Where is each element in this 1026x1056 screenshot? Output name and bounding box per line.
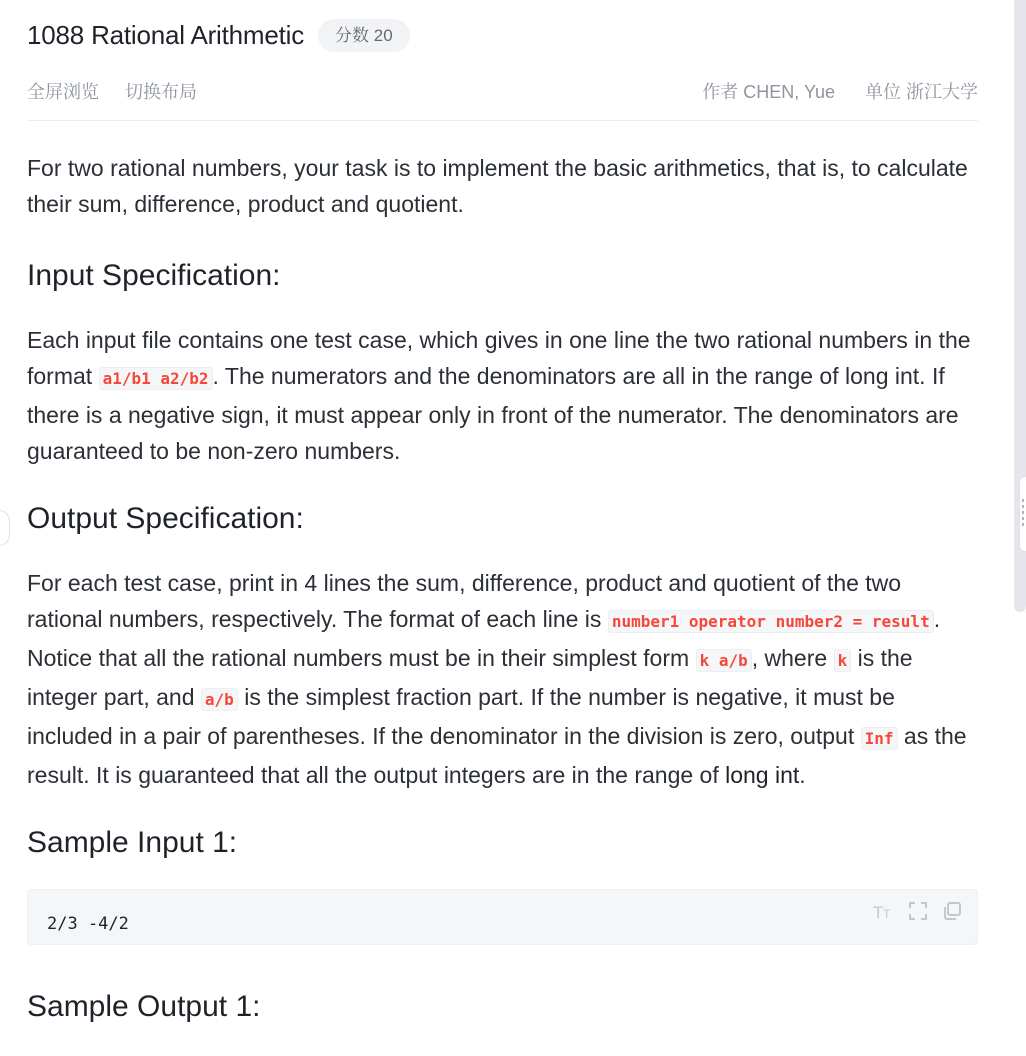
output-text-5: is the simplest fraction part. If the number is negative, it must be included in a pair of parentheses. If the denominator in the division is zero, output [27,684,895,749]
long-int-text: long int [725,762,800,788]
unit-label: 单位 浙江大学 [864,82,978,102]
sample-input-code: 2/3 -4/2 [47,914,129,934]
output-text-4: is the integer part, and [27,645,913,710]
author-label: 作者 CHEN, Yue [702,82,835,102]
input-spec-paragraph [27,322,978,469]
sample-output-heading: Sample Output 1: [27,990,261,1023]
switch-layout-link[interactable]: 切换布局 [125,82,197,102]
sample-input-block [27,889,978,945]
meta-row [27,76,978,121]
input-text-2: . The numerators and the denominators are all in the range of long int. If there is a negative sign, it must appear only in front of the numerator. The denominators are guaranteed to be non-zero numbers. [27,363,959,464]
output-text-6: as the result. It is guaranteed that all the output integers are in the range of [27,723,967,788]
sample-input-heading: Sample Input 1: [27,826,238,859]
input-text-1: Each input file contains one test case, which gives in one line the two rational numbers in the format [27,327,971,389]
svg-text:T: T [883,907,891,921]
fullscreen-icon[interactable] [907,900,929,922]
problem-content [27,150,978,1027]
output-text-8: . [799,762,806,788]
fraction-part-code: a/b [201,688,238,711]
drag-dots-icon [1022,499,1024,529]
inf-code: Inf [861,727,898,750]
code-toolbar [873,900,963,922]
output-text-1: For each test case, print in 4 lines the sum, difference, product and quotient of the two rational numbers, respectively. The format of each line is [27,570,902,632]
input-spec-heading: Input Specification: [27,259,281,292]
panel-drag-handle[interactable] [1019,476,1026,552]
font-size-icon[interactable] [873,900,895,922]
output-text-3: , where [751,645,834,671]
meta-actions [27,78,223,104]
output-text-2: . Notice that all the rational numbers must be in their simplest form [27,606,941,671]
intro-paragraph: For two rational numbers, your task is to implement the basic arithmetics, that is, to calculate their sum, difference, product and quotient. [27,155,968,217]
integer-part-code: k [834,649,852,672]
simplest-form-code: k a/b [696,649,752,672]
svg-text:T: T [873,903,884,921]
output-spec-paragraph [27,565,978,793]
score-badge: 分数 20 [318,19,410,52]
meta-info [672,78,978,104]
fullscreen-link[interactable]: 全屏浏览 [27,82,99,102]
problem-page [27,0,978,1027]
input-format-code: a1/b1 a2/b2 [99,367,213,390]
output-format-code: number1 operator number2 = result [608,610,934,633]
left-collapse-handle[interactable] [0,510,10,546]
output-spec-heading: Output Specification: [27,502,304,535]
title-row [27,18,978,52]
problem-title: 1088 Rational Arithmetic [27,19,305,50]
copy-icon[interactable] [941,900,963,922]
